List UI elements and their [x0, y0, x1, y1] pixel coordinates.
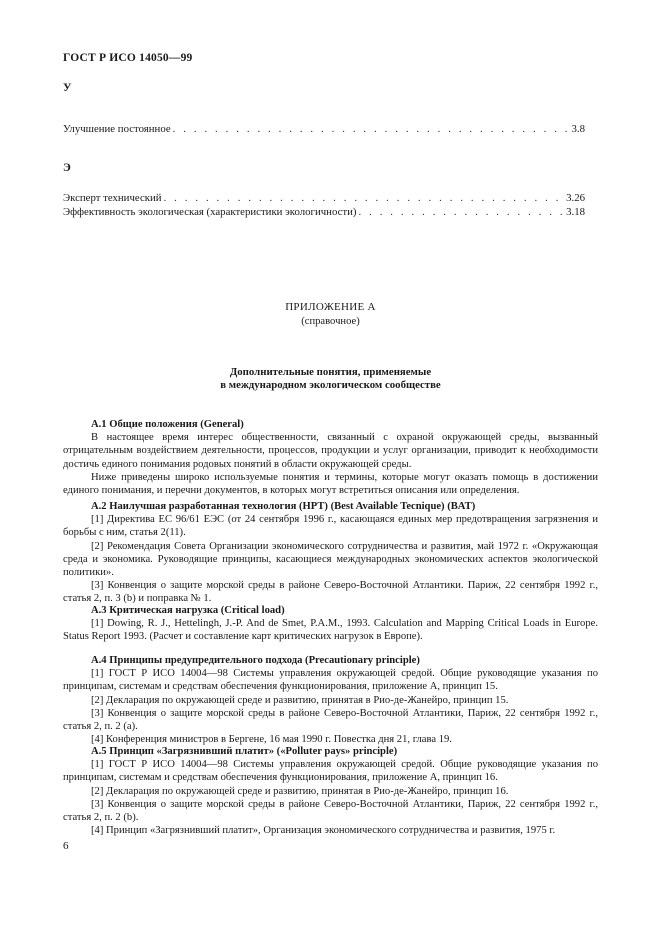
- appendix-heading-line1: Дополнительные понятия, применяемые: [229, 366, 432, 378]
- index-term: Улучшение постоянное: [63, 123, 171, 135]
- paragraph: [4] Конференция министров в Бергене, 16 мая 1990 г. Повестка дня 21, глава 19.: [91, 734, 452, 746]
- paragraph: [1] ГОСТ Р ИСО 14004—98 Системы управления окружающей средой. Общие руководящие указания по принципам, системам и средствам обеспечения функционирования, приложение А, принцип 15.: [63, 668, 598, 693]
- section-title: А.5 Принцип «Загрязнивший платит» («Polluter pays» principle): [91, 746, 398, 757]
- section-title: А.3 Критическая нагрузка (Critical load): [91, 605, 285, 616]
- section-a4: [63, 654, 598, 746]
- paragraph: [1] Dowing, R. J., Hettelingh, J.-P. And de Smet, P.A.M., 1993. Calculation and Mapping Critical Loads in Europe. Status Report 1993. (Расчет и составление карт критических нагрузок в Европе).: [63, 618, 598, 643]
- index-entry: [63, 192, 585, 205]
- index-ref: 3.26: [566, 192, 585, 204]
- appendix-subtitle: (справочное): [301, 316, 360, 327]
- index-term: Эксперт технический: [63, 192, 162, 204]
- index-term: Эффективность экологическая (характеристики экологичности): [63, 206, 357, 218]
- paragraph: Ниже приведены широко используемые понятия и термины, которые могут оказать помощь в достижении единого понимания, и перечни документов, в которых могут встретиться описания или определения.: [63, 471, 598, 497]
- section-a2: [63, 500, 598, 606]
- page-header: ГОСТ Р ИСО 14050—99: [63, 52, 193, 64]
- section-a3: [63, 604, 598, 644]
- leader-dots: [173, 123, 570, 136]
- section-title: А.4 Принципы предупредительного подхода (Precautionary principle): [91, 655, 420, 666]
- index-ref: 3.8: [571, 123, 585, 135]
- paragraph: [1] Директива ЕС 96/61 ЕЭС (от 24 сентября 1996 г., касающаяся единых мер предотвращения загрязнения и борьбы с ним, статья 2(11).: [63, 514, 598, 539]
- paragraph: [3] Конвенция о защите морской среды в районе Северо-Восточной Атлантики, Париж, 22 сентября 1992 г., статья 2, п. 2 (b).: [63, 798, 598, 824]
- paragraph: [2] Декларация по окружающей среде и развитию, принятая в Рио-де-Жанейро, принцип 16.: [91, 785, 509, 797]
- paragraph: [2] Декларация по окружающей среде и развитию, принятая в Рио-де-Жанейро, принцип 15.: [91, 694, 509, 706]
- appendix-heading-line2: в международном экологическом сообществе: [220, 379, 441, 391]
- index-entry: [63, 123, 585, 136]
- page-number: 6: [63, 840, 69, 852]
- appendix-title: ПРИЛОЖЕНИЕ А: [285, 301, 376, 313]
- paragraph: [4] Принцип «Загрязнивший платит», Организация экономического сотрудничества и развития, 1975 г.: [91, 825, 556, 837]
- leader-dots: [164, 192, 565, 205]
- paragraph: [1] ГОСТ Р ИСО 14004—98 Системы управления окружающей средой. Общие руководящие указания по принципам, системам и средствам обеспечения функционирования, приложение А, принцип 16.: [63, 759, 598, 784]
- paragraph: В настоящее время интерес общественности, связанный с охраной окружающей среды, вызванный отрицательным воздействием деятельности, процессов, продукции и услуг организации, приводит к необходимости достичь единого понимания родовых понятий в области окружающей среды.: [63, 432, 598, 470]
- section-a5: [63, 745, 598, 837]
- index-letter: Э: [63, 162, 71, 174]
- index-ref: 3.18: [566, 206, 585, 218]
- index-letter: У: [63, 82, 72, 94]
- paragraph: [3] Конвенция о защите морской среды в районе Северо-Восточной Атлантики, Париж, 22 сентября 1992 г., статья 2, п. 2 (а).: [63, 707, 598, 733]
- paragraph: [3] Конвенция о защите морской среды в районе Северо-Восточной Атлантики. Париж, 22 сентября 1992 г., статья 2, п. 3 (b) и поправка № 1.: [63, 580, 598, 605]
- section-title: А.2 Наилучшая разработанная технология (НРТ) (Best Available Tecnique) (BAT): [91, 501, 476, 512]
- index-entry: [63, 206, 585, 219]
- section-title: А.1 Общие положения (General): [91, 419, 244, 430]
- section-a1: [63, 418, 598, 497]
- leader-dots: [359, 206, 565, 219]
- paragraph: [2] Рекомендация Совета Организации экономического сотрудничества и развития, май 1972 г. «Окружающая среда и экономика. Руководящие принципы, касающиеся международных экономических аспектов экологической политики».: [63, 540, 598, 579]
